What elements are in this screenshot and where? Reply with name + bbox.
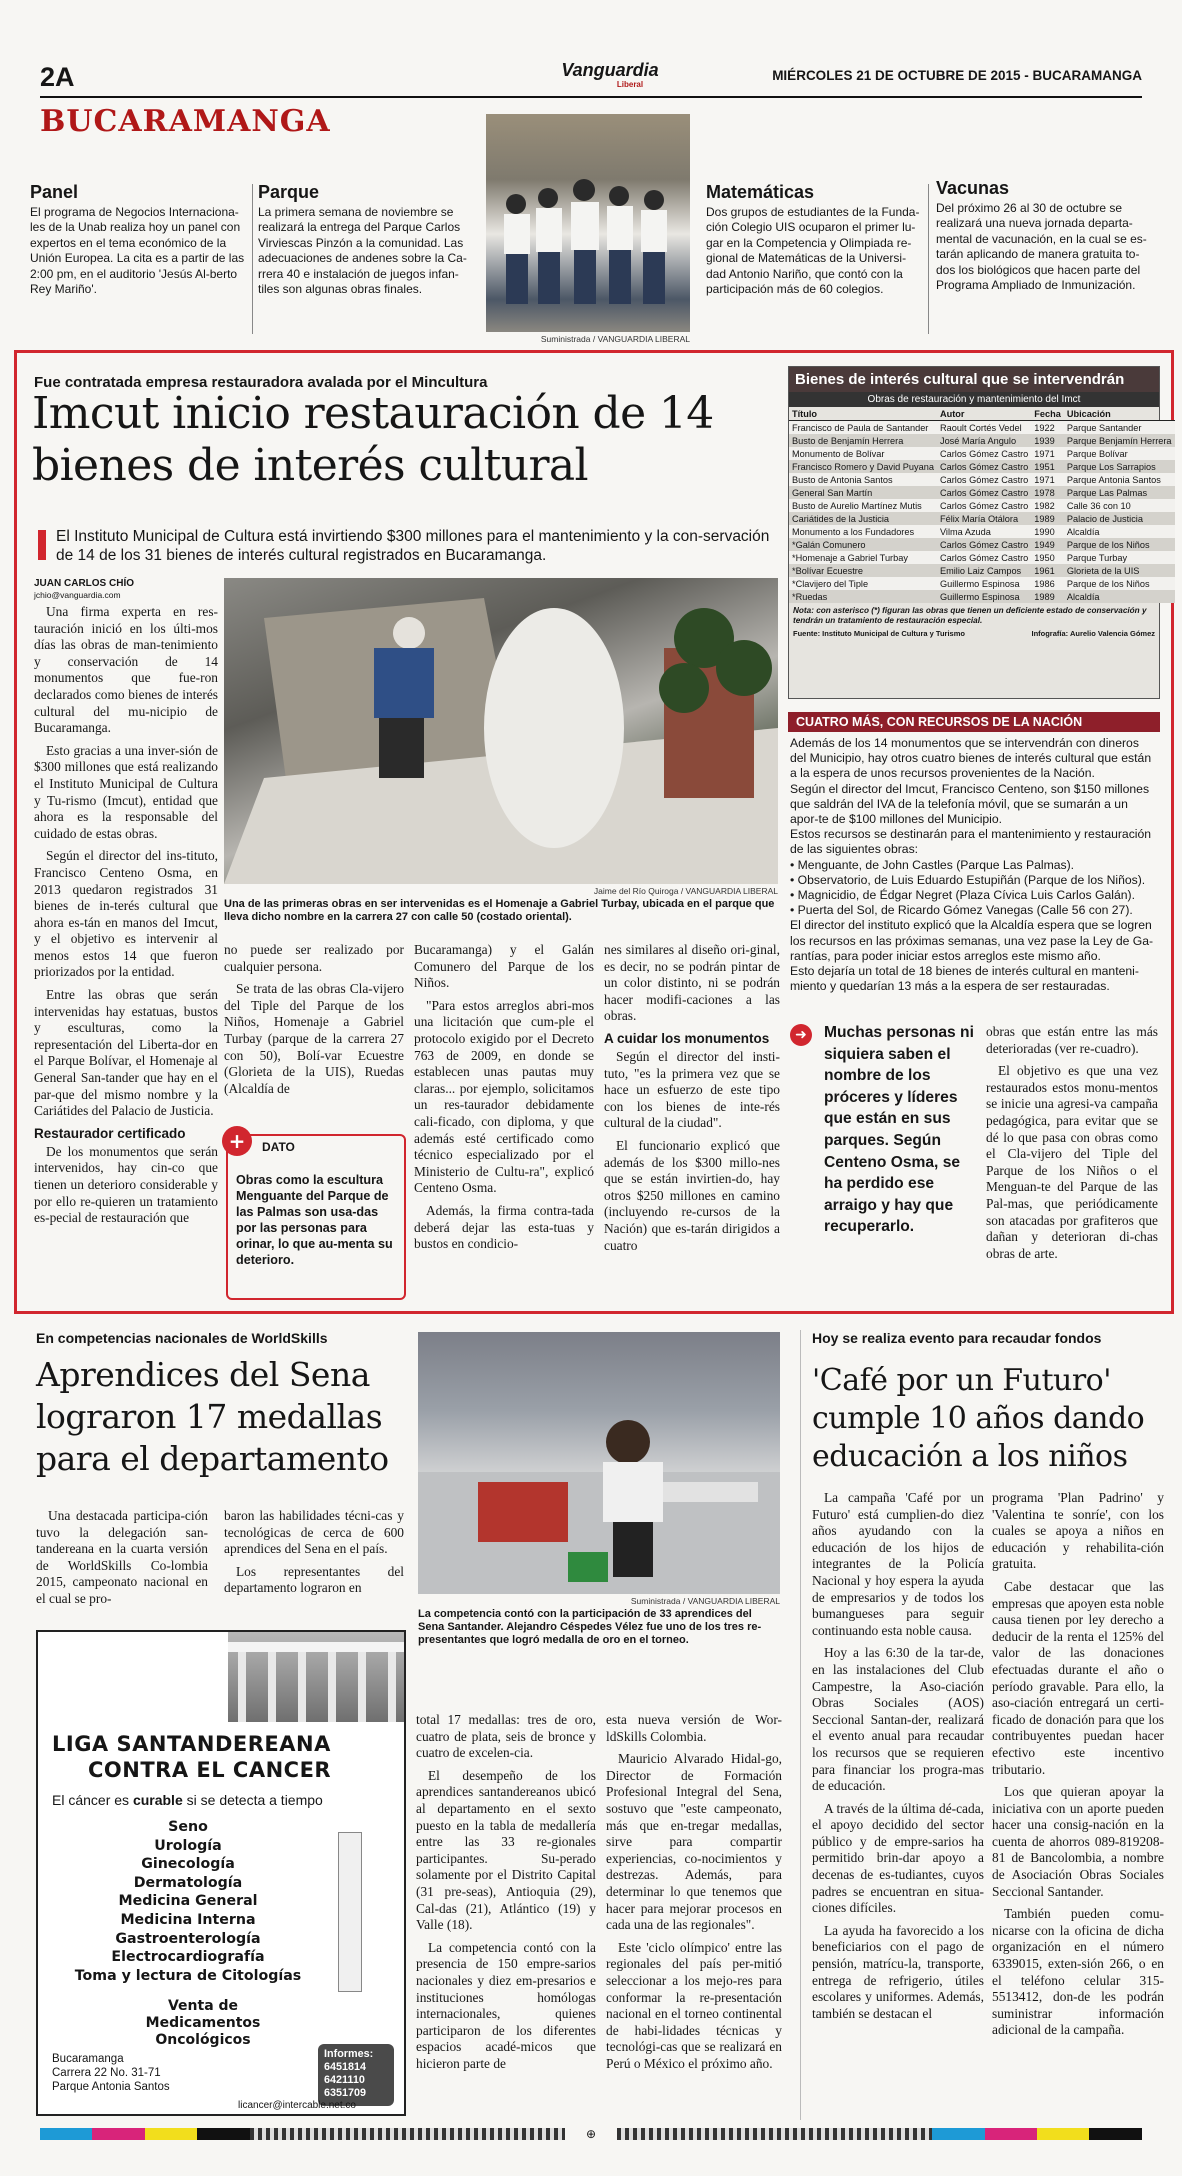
table-row bbox=[789, 525, 1175, 538]
table-row bbox=[789, 460, 1175, 473]
column-header: Autor bbox=[937, 407, 1031, 421]
color-swatch bbox=[92, 2128, 144, 2140]
paragraph: no puede ser realizado por cualquier persona. bbox=[224, 942, 404, 974]
paragraph: El objetivo es que una vez restaurados estos monu-mentos se inicie una agresi-va campaña pedagógica, para evitar que se dé lo que pasa con obras como el Cla-vijero del Tiple del Parque de los Niños o el Menguan-te del Parque de las Pal-mas, que periódicamente son atacadas por grafiteros que dañan y deterioran di-chas obras de arte. bbox=[986, 1063, 1158, 1261]
table-row bbox=[789, 499, 1175, 512]
table-cell: 1971 bbox=[1031, 447, 1064, 460]
brief-text: Del próximo 26 al 30 de octubre se realizará una nueva jornada departa-mental de vacunación, en la cual se es-tarán aplicando de manera gratuita to-dos los biológicos que hacen parte del Programa Ampliado de Inmunización. bbox=[936, 201, 1147, 293]
table-row bbox=[789, 512, 1175, 525]
tagline-part: si se detecta a tiempo bbox=[182, 1792, 323, 1808]
brief-divider bbox=[928, 184, 929, 334]
table-cell: 1950 bbox=[1031, 551, 1064, 564]
date-line: MIÉRCOLES 21 DE OCTUBRE DE 2015 - BUCARAMANGA bbox=[772, 68, 1142, 83]
table-note: Nota: con asterisco (*) figuran las obras que tienen un deficiente estado de conservación y tendrán un tratamiento de restauración especial. bbox=[793, 606, 1147, 625]
table-cell: *Galán Comunero bbox=[789, 538, 937, 551]
table-cell: Monumento de Bolívar bbox=[789, 447, 937, 460]
paragraph: programa 'Plan Padrino' y 'Valentina te sonríe', con los cuales se apoya a niños en educación y rehabilita-ción gratuita. bbox=[992, 1490, 1164, 1572]
table-cell: General San Martín bbox=[789, 486, 937, 499]
subhead: Restaurador certificado bbox=[34, 1125, 186, 1141]
table-row bbox=[789, 538, 1175, 551]
main-col-1 bbox=[34, 604, 218, 1233]
ad-phones bbox=[318, 2044, 394, 2106]
paragraph: obras que están entre las más deterioradas (ver re-cuadro). bbox=[986, 1024, 1158, 1056]
main-col-6 bbox=[986, 1024, 1158, 1268]
section-title: BUCARAMANGA bbox=[40, 104, 331, 139]
ad-services bbox=[38, 1818, 338, 1985]
table-cell: 1986 bbox=[1031, 577, 1064, 590]
brief-parque bbox=[258, 182, 473, 297]
brief-title: Matemáticas bbox=[706, 182, 815, 202]
main-photo-caption: Una de las primeras obras en ser intervenidas es el Homenaje a Gabriel Turbay, ubicada en el parque que lleva dicho nombre en la carrera 27 con calle 50 (costado oriental). bbox=[224, 898, 775, 923]
main-headline: Imcut inicio restauración de 14 bienes de interés cultural bbox=[32, 388, 714, 491]
table-cell: Busto de Benjamín Herrera bbox=[789, 434, 937, 447]
color-swatch bbox=[197, 2128, 249, 2140]
author-email: jchio@vanguardia.com bbox=[34, 590, 121, 600]
paragraph: La campaña 'Café por un Futuro' está cumplien-do diez años ayudando con la educación de los hijos de integrantes de la Policía Nacional y hoy espera la ayuda de empresarios y de todos los bumangueses para seguir continuando esta noble causa. bbox=[812, 1490, 984, 1638]
brief-title: Vacunas bbox=[936, 178, 1010, 198]
table-cell: Raoult Cortés Vedel bbox=[937, 421, 1031, 435]
table-cell: Emilio Laiz Campos bbox=[937, 564, 1031, 577]
table-cell: 1989 bbox=[1031, 512, 1064, 525]
table-cell: Félix María Otálora bbox=[937, 512, 1031, 525]
main-photo bbox=[224, 578, 778, 884]
paragraph: baron las habilidades técni-cas y tecnológicas de cerca de 600 aprendices del Sena en el país. bbox=[224, 1508, 404, 1557]
table-cell: Parque Las Palmas bbox=[1064, 486, 1175, 499]
table-cell: 1939 bbox=[1031, 434, 1064, 447]
color-swatch bbox=[40, 2128, 92, 2140]
paragraph: De los monumentos que serán intervenidos, hay cin-co que tienen un deterioro considerable y por ello re-quieren un tratamiento es-pecial de restauración que bbox=[34, 1143, 218, 1226]
registration-mark-icon: ⊕ bbox=[585, 2127, 596, 2141]
service-item: Seno bbox=[168, 1819, 208, 1835]
table-cell: Parque Turbay bbox=[1064, 551, 1175, 564]
paragraph: Entre las obras que serán intervenidas hay estatuas, bustos y esculturas, como la representación del Liberta-dor en el Parque Bolívar, el Homenaje al General San-tander que hay en el par-que del mismo nombre y la Cariátides del Palacio de Justicia. bbox=[34, 987, 218, 1119]
main-lead: El Instituto Municipal de Cultura está invirtiendo $300 millones para el mantenimiento y la con-servación de 14 de los 31 bienes de interés cultural registrados en Bucaramanga. bbox=[56, 528, 770, 564]
color-swatch bbox=[250, 2128, 565, 2140]
nacion-box-body bbox=[790, 736, 1158, 994]
ad-title-line-2: CONTRA EL CANCER bbox=[88, 1758, 332, 1782]
paragraph: Una firma experta en res-tauración inició en los últi-mos días las obras de man-tenimiento y conservación de 14 monumentos que fue-ron declarados como bienes de interés cultural del mu-nicipio de Bucaramanga. bbox=[34, 604, 218, 736]
address-line: Parque Antonia Santos bbox=[52, 2081, 170, 2093]
paragraph: Según el director del Imcut, Francisco Centeno, son $150 millones que saldrán del IVA de la telefonía móvil, que se sumarán a un apor-te de $100 millones del Municipio. bbox=[790, 781, 1150, 827]
main-kicker: Fue contratada empresa restauradora avalada por el Mincultura bbox=[34, 374, 488, 391]
ad-address bbox=[52, 2052, 170, 2094]
table-cell: Carlos Gómez Castro bbox=[937, 486, 1031, 499]
paragraph: Los representantes del departamento lograron en bbox=[224, 1563, 404, 1596]
sena-col-3 bbox=[416, 1712, 596, 2078]
list-item: • Menguante, de John Castles (Parque Las Palmas). bbox=[790, 857, 1075, 872]
table-cell: Francisco de Paula de Santander bbox=[789, 421, 937, 435]
cafe-col-2 bbox=[992, 1490, 1164, 2045]
service-item: Toma y lectura de Citologías bbox=[74, 1967, 302, 1984]
paragraph: El desempeño de los aprendices santandereanos ubicó al departamento en el sexto puesto en la tabla de medallería entre las 33 re-gionales participantes. Su-perado solamente por el Distrito Capital (31 pre-seas), Antioquia (29), Cal-das (21), Atlántico (19) y Valle (18). bbox=[416, 1767, 596, 1933]
table-cell: *Homenaje a Gabriel Turbay bbox=[789, 551, 937, 564]
dato-text: Obras como la escultura Menguante del Parque de las Palmas son usa-das por las personas para orinar, lo que au-menta su deterioro. bbox=[236, 1173, 393, 1267]
table-row bbox=[789, 473, 1175, 486]
table-row bbox=[789, 447, 1175, 460]
table-cell: Monumento a los Fundadores bbox=[789, 525, 937, 538]
color-swatch bbox=[145, 2128, 197, 2140]
paragraph: esta nueva versión de Wor-ldSkills Colombia. bbox=[606, 1712, 782, 1744]
brief-text: La primera semana de noviembre se realizará la entrega del Parque Carlos Virviescas Pinzón a la comunidad. Las adecuaciones de andenes sobre la Ca-rrera 40 e instalación de juegos infan-tiles son algunas obras finales. bbox=[258, 205, 467, 297]
list-item: • Puerta del Sol, de Ricardo Gómez Vanegas (Calle 56 con 27). bbox=[790, 903, 1133, 918]
brief-divider bbox=[252, 184, 253, 334]
sena-photo-caption: La competencia contó con la participación de 33 aprendices del Sena Santander. Alejandro Céspedes Vélez fue uno de los tres re-presentantes que logró medalla de oro en el torneo. bbox=[418, 1608, 762, 1646]
page-number: 2A bbox=[40, 62, 75, 92]
table-cell: Parque Benjamín Herrera bbox=[1064, 434, 1175, 447]
nacion-box-title: CUATRO MÁS, CON RECURSOS DE LA NACIÓN bbox=[788, 712, 1160, 732]
cafe-kicker: Hoy se realiza evento para recaudar fondos bbox=[812, 1330, 1102, 1346]
table-infographic: Infografía: Aurelio Valencia Gómez bbox=[1031, 629, 1155, 638]
paragraph: Esto gracias a una inver-sión de $300 millones que está realizando el Instituto Municipal de Cultura y Tu-rismo (Imcut), entidad que ahora es la responsable del cuidado de estas obras. bbox=[34, 742, 218, 841]
paper-logo bbox=[540, 60, 680, 89]
table-cell: Parque Los Sarrapios bbox=[1064, 460, 1175, 473]
table-cell: Carlos Gómez Castro bbox=[937, 538, 1031, 551]
table-cell: 1971 bbox=[1031, 473, 1064, 486]
ad-email: licancer@intercable.net.co bbox=[238, 2100, 356, 2111]
lead-marker bbox=[38, 530, 46, 560]
registration-bar bbox=[40, 2128, 1142, 2142]
cafe-col-1 bbox=[812, 1490, 984, 2028]
table-cell: 1978 bbox=[1031, 486, 1064, 499]
students-photo-credit: Suministrada / VANGUARDIA LIBERAL bbox=[540, 334, 690, 344]
table-cell: Guillermo Espinosa bbox=[937, 590, 1031, 603]
author-name: JUAN CARLOS CHÍO bbox=[34, 578, 135, 589]
table-body bbox=[789, 421, 1175, 604]
brief-text: Dos grupos de estudiantes de la Funda-ción Colegio UIS ocuparon el primer lu-gar en la Competencia y Olimpiada re-gional de Matemáticas de la Universi-dad Antonio Nariño, que contó con la participación más de 60 colegios. bbox=[706, 205, 920, 297]
brief-vacunas bbox=[936, 178, 1151, 293]
table-cell: 1961 bbox=[1031, 564, 1064, 577]
service-item: Medicina General bbox=[118, 1893, 258, 1910]
table-cell: 1949 bbox=[1031, 538, 1064, 551]
paragraph: Esto dejaría un total de 18 bienes de interés cultural en manteni-miento y quedarían 13 más a la espera de ser restauradas. bbox=[790, 964, 1139, 994]
dato-box bbox=[226, 1129, 406, 1300]
table-cell: Parque de los Niños bbox=[1064, 577, 1175, 590]
color-swatch bbox=[1089, 2128, 1141, 2140]
table-cell: Parque Bolívar bbox=[1064, 447, 1175, 460]
paragraph: nes similares al diseño ori-ginal, es decir, no se podrán pintar de un color distinto, ni se podrán hacer modifi-caciones a las obras. bbox=[604, 942, 780, 1024]
tagline-emphasis: curable bbox=[132, 1792, 183, 1808]
table-cell: Parque Santander bbox=[1064, 421, 1175, 435]
table-cell: Glorieta de la UIS bbox=[1064, 564, 1175, 577]
table-cell: Vilma Azuda bbox=[937, 525, 1031, 538]
paragraph: Según el director del ins-tituto, Francisco Centeno Osma, en 2013 quedaron registrados 31 bienes de in-terés cultural que ahora es-tán en manos del Imcut, y el objetivo es intervenir al menos estos 14 que fueron priorizados por la entidad. bbox=[34, 848, 218, 980]
workshop-illustration bbox=[418, 1332, 780, 1594]
service-item: Electrocardiografía bbox=[111, 1949, 265, 1966]
table-cell: Palacio de Justicia bbox=[1064, 512, 1175, 525]
table-cell: Busto de Antonia Santos bbox=[789, 473, 937, 486]
table-cell: 1951 bbox=[1031, 460, 1064, 473]
interest-table bbox=[789, 407, 1175, 603]
color-swatch bbox=[985, 2128, 1037, 2140]
students-photo bbox=[486, 114, 690, 332]
table-cell: Alcaldía bbox=[1064, 525, 1175, 538]
paragraph: A través de la última dé-cada, el apoyo decidido del sector público y de empre-sarios ha permitido brin-dar apoyo a decenas de es-tudiantes, cuyos padres se encuentran en situa-ciones difíciles. bbox=[812, 1800, 984, 1916]
table-subtitle: Obras de restauración y mantenimiento del Imct bbox=[789, 392, 1159, 407]
paragraph: total 17 medallas: tres de oro, cuatro de plata, seis de bronce y cuatro de excelen-cia. bbox=[416, 1712, 596, 1761]
paragraph: También pueden comu-nicarse con la oficina de dicha organización en el número 6339015, exten-sión 266, o en el teléfono celular 315-5513412, don-de les podrán suministrar información adicional de la campaña. bbox=[992, 1906, 1164, 2038]
table-cell: Carlos Gómez Castro bbox=[937, 460, 1031, 473]
paragraph: La ayuda ha favorecido a los beneficiarios con el pago de pensión, matrícu-la, transporte, entrega de refrigerio, útiles escolares y uniformes. Además, también se destacan el bbox=[812, 1922, 984, 2021]
table-cell: Carlos Gómez Castro bbox=[937, 473, 1031, 486]
restoration-illustration bbox=[224, 578, 778, 884]
table-cell: 1990 bbox=[1031, 525, 1064, 538]
main-col-3 bbox=[414, 942, 594, 1259]
color-swatch bbox=[932, 2128, 984, 2140]
paragraph: Mauricio Alvarado Hidal-go, Director de Formación Profesional Integral del Sena, sostuvo que "este campeonato, más que en-tregar medallas, sirve para compartir experiencias, co-nocimientos y destrezas. Además, para determinar lo que tenemos que hacer para mejorar procesos en cada una de las regionales". bbox=[606, 1751, 782, 1933]
ad-tagline bbox=[52, 1792, 323, 1808]
service-item: Gastroenterología bbox=[115, 1930, 261, 1947]
sena-col-1 bbox=[36, 1508, 208, 1614]
table-cell: 1989 bbox=[1031, 590, 1064, 603]
table-header-row bbox=[789, 407, 1175, 421]
dato-icon: + bbox=[222, 1126, 252, 1156]
table-footer bbox=[789, 626, 1159, 641]
table-row bbox=[789, 577, 1175, 590]
subhead: A cuidar los monumentos bbox=[604, 1030, 770, 1046]
table-cell: Carlos Gómez Castro bbox=[937, 499, 1031, 512]
service-item: Urología bbox=[154, 1837, 222, 1854]
brief-panel bbox=[30, 182, 250, 297]
table-row bbox=[789, 590, 1175, 603]
table-cell: Carlos Gómez Castro bbox=[937, 447, 1031, 460]
table-cell: *Clavijero del Tiple bbox=[789, 577, 937, 590]
table-cell: 1982 bbox=[1031, 499, 1064, 512]
list-item: • Magnicidio, de Édgar Negret (Plaza Cívica Luis Carlos Galán). bbox=[790, 888, 1135, 903]
paragraph: Según el director del insti-tuto, "es la primera vez que se hace un esfuerzo de este tipo con los bienes de inte-rés cultural de la ciudad". bbox=[604, 1048, 780, 1131]
table-cell: José María Angulo bbox=[937, 434, 1031, 447]
cancer-league-ad bbox=[36, 1630, 406, 2116]
table-cell: *Bolívar Ecuestre bbox=[789, 564, 937, 577]
phone-number: 6451814 bbox=[324, 2061, 367, 2073]
building-illustration bbox=[228, 1632, 406, 1722]
sena-kicker: En competencias nacionales de WorldSkills bbox=[36, 1330, 328, 1346]
table-cell: Busto de Aurelio Martínez Mutis bbox=[789, 499, 937, 512]
column-header: Ubicación bbox=[1064, 407, 1175, 421]
paragraph: Una destacada participa-ción tuvo la delegación san-tandereana en la cuarta versión de WorldSkills Co-lombia 2015, campeonato nacional en el cual se pro- bbox=[36, 1508, 208, 1606]
paper-sub: Liberal bbox=[616, 80, 644, 89]
paragraph: El funcionario explicó que además de los $300 millo-nes que se están invirtien-do, hay otros $250 millones en camino (incluyendo re-cursos de la Nación) que es-tarán dirigidos a cuatro bbox=[604, 1137, 780, 1253]
main-col-2 bbox=[224, 942, 404, 1103]
paragraph: Este 'ciclo olímpico' entre las regionales del país per-mitió seleccionar a los mejo-res para conformar la re-presentación nacional en el torneo continental de habi-lidades técnicas y tecnológi-cas que se realizará en Perú o México el próximo año. bbox=[606, 1939, 782, 2071]
paragraph: El director del instituto explicó que la Alcaldía espera que se logren los recursos en las próximas semanas, una vez pase la Ley de Ga-rantías, para poder iniciar estos arreglos este mismo año. bbox=[790, 918, 1154, 963]
paragraph: Hoy a las 6:30 de la tar-de, en las instalaciones del Club Campestre, la Aso-ciación Obras Sociales (AOS) Seccional Santan-der, realizará el evento anual para recaudar los recursos que se requieren para financiar los progra-mas de educación. bbox=[812, 1645, 984, 1794]
table-cell: Cariátides de la Justicia bbox=[789, 512, 937, 525]
cafe-headline: 'Café por un Futuro' cumple 10 años dando educación a los niños bbox=[812, 1363, 1145, 1474]
sena-photo-credit: Suministrada / VANGUARDIA LIBERAL bbox=[630, 1596, 780, 1606]
ad-title-line-1: LIGA SANTANDEREANA bbox=[52, 1732, 331, 1756]
interest-table-box bbox=[788, 366, 1172, 699]
informes-label: Informes: bbox=[324, 2048, 374, 2060]
color-swatch bbox=[1037, 2128, 1089, 2140]
table-row bbox=[789, 551, 1175, 564]
phone-number: 6351709 bbox=[324, 2087, 367, 2099]
table-cell: Parque de los Niños bbox=[1064, 538, 1175, 551]
table-row bbox=[789, 486, 1175, 499]
ad-vertical-stamp bbox=[338, 1832, 362, 1992]
color-swatch bbox=[617, 2128, 932, 2140]
tagline-part: El cáncer es bbox=[52, 1792, 133, 1808]
table-cell: *Ruedas bbox=[789, 590, 937, 603]
column-header: Título bbox=[789, 407, 937, 421]
phone-number: 6421110 bbox=[324, 2074, 365, 2086]
brief-matematicas bbox=[706, 182, 921, 297]
sena-col-2 bbox=[224, 1508, 404, 1603]
column-header: Fecha bbox=[1031, 407, 1064, 421]
paragraph: Además, la firma contra-tada deberá dejar las esta-tuas y bustos en condicio- bbox=[414, 1202, 594, 1252]
paragraph: Cabe destacar que las empresas que apoyen esta noble causa tienen por ley derecho a deducir de la renta el 125% del valor de las donaciones efectuadas durante el año o período gravable. Para ello, la aso-ciación entregará un certi-ficado de donación para que los contribuyentes puedan hacer efectivo este incentivo tributario. bbox=[992, 1578, 1164, 1777]
table-cell: Parque Antonia Santos bbox=[1064, 473, 1175, 486]
service-item: Ginecología bbox=[141, 1856, 235, 1873]
pull-quote bbox=[790, 1022, 976, 1238]
cafe-divider bbox=[800, 1330, 801, 2120]
brief-title: Parque bbox=[258, 182, 320, 202]
paragraph: La competencia contó con la presencia de 150 empre-sarios nacionales y diez em-presarios e instituciones homólogas internacionales, quienes participaron de los diferentes espacios acadé-micos que hicieron parte de bbox=[416, 1939, 596, 2071]
table-cell: 1922 bbox=[1031, 421, 1064, 435]
table-title: Bienes de interés cultural que se intervendrán bbox=[789, 367, 1159, 392]
table-row bbox=[789, 434, 1175, 447]
paragraph: Además de los 14 monumentos que se intervendrán con dineros del Municipio, hay otros cuatro bienes de interés cultural que están a la espera de unos recursos provenientes de la Nación. bbox=[790, 736, 1152, 781]
ad-building-image bbox=[228, 1632, 406, 1722]
address-line: Bucaramanga bbox=[52, 2053, 124, 2065]
table-cell: Guillermo Espinosa bbox=[937, 577, 1031, 590]
brief-text: El programa de Negocios Internaciona-les de la Unab realiza hoy un panel con expertos en el tema económico de la Unión Europea. La cita es a partir de las 2:00 pm, en el auditorio 'Jesús Al-berto Rey Mariño'. bbox=[30, 205, 245, 297]
sena-photo bbox=[418, 1332, 780, 1594]
sena-headline: Aprendices del Sena lograron 17 medallas para el departamento bbox=[36, 1355, 389, 1478]
address-line: Carrera 22 No. 31-71 bbox=[52, 2067, 161, 2079]
table-cell: Francisco Romero y David Puyana bbox=[789, 460, 937, 473]
paragraph: "Para estos arreglos abri-mos una licitación que cum-ple el protocolo exigido por el Decreto 763 de 2009, en donde se establecen unas pautas muy claras... por ejemplo, solicitamos un res-taurador debidamente cali-ficado, con diploma, y que además esté certificado como técnico especializado por el Ministerio de Cultu-ra", explicó Centeno Osma. bbox=[414, 997, 594, 1196]
paragraph: Bucaramanga) y el Galán Comunero del Parque de los Niños. bbox=[414, 942, 594, 991]
sena-col-4 bbox=[606, 1712, 782, 2078]
table-cell: Calle 36 con 10 bbox=[1064, 499, 1175, 512]
table-row bbox=[789, 564, 1175, 577]
paragraph: Estos recursos se destinarán para el mantenimiento y restauración de las siguientes obras: bbox=[790, 827, 1152, 857]
students-illustration bbox=[486, 114, 690, 332]
ad-venta: Venta de Medicamentos Oncológicos bbox=[145, 1998, 261, 2048]
paper-name: Vanguardia bbox=[561, 60, 659, 80]
arrow-icon: ➜ bbox=[790, 1024, 812, 1046]
dato-label: DATO bbox=[262, 1140, 295, 1154]
table-cell: Carlos Gómez Castro bbox=[937, 551, 1031, 564]
list-item: • Observatorio, de Luis Eduardo Estupiñán (Parque de los Niños). bbox=[790, 872, 1146, 887]
main-photo-credit: Jaime del Río Quiroga / VANGUARDIA LIBERAL bbox=[593, 886, 778, 896]
paragraph: Los que quieran apoyar la iniciativa con un aporte pueden hacer una consig-nación en la cuenta de ahorros 089-819208-81 de Bancolombia, a nombre de Asociación Obras Sociales Seccional Santander. bbox=[992, 1784, 1164, 1899]
brief-title: Panel bbox=[30, 182, 79, 202]
masthead bbox=[40, 60, 1142, 98]
main-col-4 bbox=[604, 942, 780, 1260]
service-item: Dermatología bbox=[133, 1874, 243, 1891]
paragraph: Se trata de las obras Cla-vijero del Tiple del Parque de los Niños, Homenaje a Gabriel Turbay (parque de la carrera 27 con 50), Bolí-var Ecuestre (Glorieta de la UIS), Ruedas (Alcaldía de bbox=[224, 981, 404, 1096]
table-row bbox=[789, 421, 1175, 435]
table-cell: Alcaldía bbox=[1064, 590, 1175, 603]
quote-text: Muchas personas ni siquiera saben el nombre de los próceres y líderes que están en sus parques. Según Centeno Osma, se ha perdido ese arraigo y hay que recuperarlo. bbox=[824, 1024, 974, 1236]
service-item: Medicina Interna bbox=[120, 1911, 256, 1928]
table-source: Fuente: Instituto Municipal de Cultura y Turismo bbox=[793, 629, 965, 638]
